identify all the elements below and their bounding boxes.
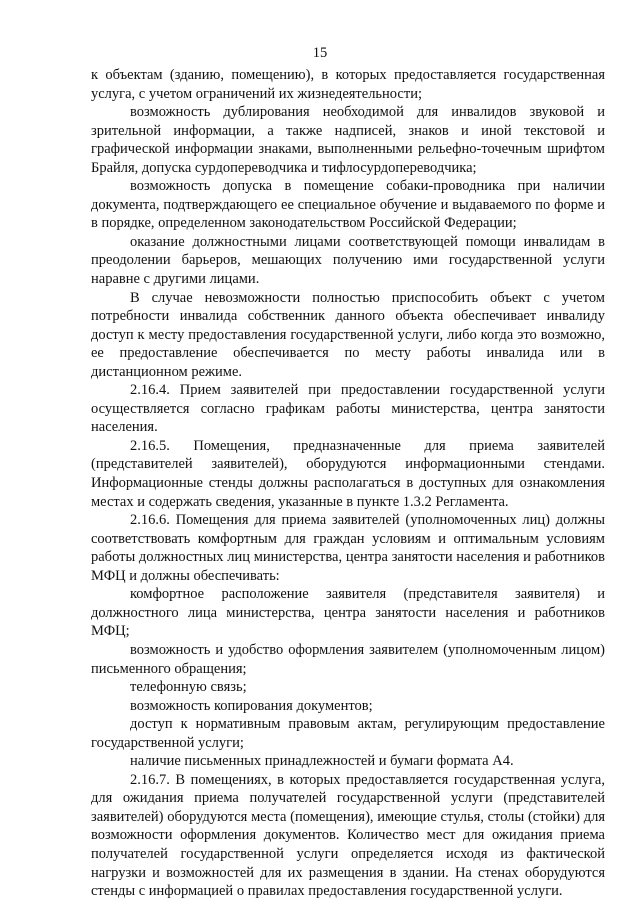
- page-number: 15: [312, 45, 328, 61]
- paragraph-braille-duplication: возможность дублирования необходимой для инвалидов звуковой и зрительной информации, а также надписей, знаков и иной текстовой и графической информации знаками, выполненными рельефно-точечным шрифтом Брайля, допуска сурдопереводчика и тифлосурдопереводчика;: [91, 104, 605, 176]
- list-item-comfortable-placement: комфортное расположение заявителя (представителя заявителя) и должностного лица министерства, центра занятости населения и работников МФЦ;: [91, 586, 605, 640]
- list-item-telephone: телефонную связь;: [130, 679, 247, 696]
- document-body: [91, 66, 605, 901]
- list-item-stationery: наличие письменных принадлежностей и бумаги формата А4.: [130, 753, 514, 770]
- paragraph-continuation: к объектам (зданию, помещению), в которых предоставляется государственная услуга, с учетом ограничений их жизнедеятельности;: [91, 67, 605, 102]
- paragraph-official-assistance: оказание должностными лицами соответствующей помощи инвалидам в преодолении барьеров, мешающих получению ими государственной услуги наравне с другими лицами.: [91, 233, 605, 288]
- paragraph-inaccessible-object: В случае невозможности полностью приспособить объект с учетом потребности инвалида собственник данного объекта обеспечивает инвалиду доступ к месту предоставления государственной услуги, либо когда это возможно, ее предоставление обеспечивается по месту работы инвалида или в дистанционном режиме.: [91, 289, 605, 380]
- paragraph-guide-dog: возможность допуска в помещение собаки-проводника при наличии документа, подтверждающего ее специальное обучение и выдаваемого по форме и в порядке, определенном законодательством Российской Федерации;: [91, 178, 605, 232]
- list-item-written-appeal: возможность и удобство оформления заявителем (уполномоченным лицом) письменного обращения;: [91, 641, 605, 677]
- list-item-copying: возможность копирования документов;: [130, 697, 373, 714]
- paragraph-2-16-7: 2.16.7. В помещениях, в которых предоставляется государственная услуга, для ожидания приема получателей государственной услуги (представителей заявителей) оборудуются места (помещения), имеющие стулья, столы (стойки) для возможности оформления документов. Количество мест для ожидания приема получателей государственной услуги определяется исходя из фактической нагрузки и возможностей для их размещения в здании. На стенах оборудуются стенды с информацией о правилах предоставления государственной услуги.: [91, 771, 605, 900]
- paragraph-2-16-5: 2.16.5. Помещения, предназначенные для приема заявителей (представителей заявителей), оборудуются информационными стендами. Информационные стенды должны располагаться в доступных для ознакомления местах и содержать сведения, указанные в пункте 1.3.2 Регламента.: [91, 437, 605, 510]
- paragraph-2-16-4: 2.16.4. Прием заявителей при предоставлении государственной услуги осуществляется согласно графикам работы министерства, центра занятости населения.: [91, 382, 605, 436]
- list-item-legal-acts: доступ к нормативным правовым актам, регулирующим предоставление государственной услуги;: [91, 716, 605, 751]
- paragraph-2-16-6: 2.16.6. Помещения для приема заявителей (уполномоченных лиц) должны соответствовать комфортным для граждан условиям и оптимальным условиям работы должностных лиц министерства, центра занятости населения и работников МФЦ и должны обеспечивать:: [91, 512, 605, 584]
